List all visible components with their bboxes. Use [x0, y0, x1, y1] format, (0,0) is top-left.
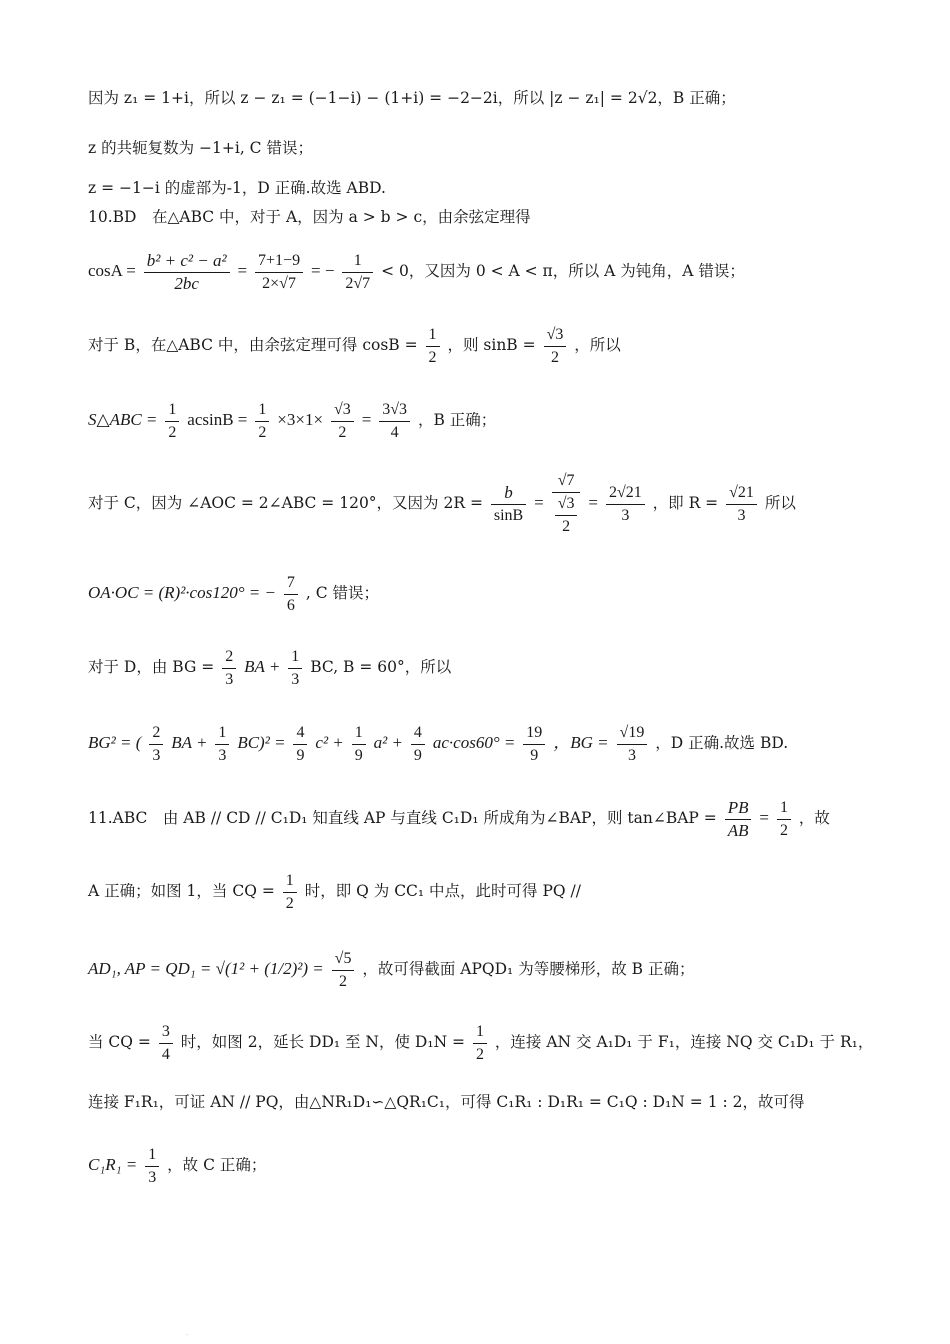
- fraction: $\frac{√3}{2}$: [331, 399, 354, 444]
- fraction: $\frac{1}{3}$: [145, 1144, 159, 1189]
- fraction: $\frac{4}{9}$: [293, 722, 307, 767]
- q9-line-1: 因为 z₁ = 1+i，所以 z − z₁ = (−1−i) − (1+i) = −2−2i，所以 |z − z₁| = 2√2，B 正确；: [88, 89, 736, 107]
- q9-line-3: z = −1−i 的虚部为-1，D 正确.故选 ABD.: [88, 179, 386, 197]
- q11-heading: 11.ABC 由 AB // CD // C₁D₁ 知直线 AP 与直线 C₁D₁ 所成角为∠BAP，则 tan∠BAP = $\frac{PB}{AB}$ = $\frac{1}{2}$ ，故: [88, 797, 830, 840]
- q10-option-b: 对于 B，在△ABC 中，由余弦定理可得 cosB = $\frac{1}{2}$ ，则 sinB = $\frac{√3}{2}$ ，所以: [88, 320, 621, 370]
- fraction: $\frac{1}{2}$: [473, 1021, 487, 1066]
- fraction: $\frac{2}{3}$: [222, 646, 236, 691]
- fraction: $\frac{3√3}{4}$: [379, 399, 410, 444]
- fraction: $\frac{3}{4}$: [159, 1021, 173, 1066]
- fraction: $\frac{b}{\sin B}$: [491, 482, 526, 527]
- fraction: $\frac{1}{2}$: [165, 399, 179, 444]
- fraction: $\frac{1}{2√7}$: [342, 250, 373, 295]
- fraction: $\frac{2√21}{3}$: [606, 482, 645, 527]
- q9-line-2: z 的共轭复数为 −1+i, C 错误；: [88, 139, 313, 157]
- q10-dot-product: OA·OC = (R)²·cos120° = − $\frac{7}{6}$ , C 错误；: [88, 568, 379, 618]
- fraction: $\frac{1}{2}$: [283, 870, 297, 915]
- fraction: $\frac{1}{2}$: [426, 324, 440, 369]
- q10-heading: 10.BD 在△ABC 中，对于 A，因为 a > b > c，由余弦定理得: [88, 208, 531, 226]
- fraction: $\frac{2}{3}$: [149, 722, 163, 767]
- fraction: $\frac{4}{9}$: [411, 722, 425, 767]
- q11-option-a: A 正确；如图 1，当 CQ = $\frac{1}{2}$ 时，即 Q 为 CC₁ 中点，此时可得 PQ //: [88, 866, 581, 916]
- q10-option-d: 对于 D，由 BG = $\frac{2}{3}$ BA + $\frac{1}{3}$ BC, B = 60°，所以: [88, 642, 451, 692]
- fraction: $\frac{1}{2}$: [777, 797, 791, 842]
- q10-area-formula: S△ABC = $\frac{1}{2}$ acsinB = $\frac{1}{2}$ ×3×1× $\frac{√3}{2}$ = $\frac{3√3}{4}$ ，B 正确；: [88, 395, 496, 445]
- q11-connect-line: 连接 F₁R₁，可证 AN // PQ，由△NR₁D₁∽△QR₁C₁，可得 C₁R₁ : D₁R₁ = C₁Q : D₁N = 1 : 2，故可得: [88, 1093, 805, 1111]
- q11-option-b: AD₁, AP = QD₁ = √(1² + (1/2)²) = $\frac{√5}{2}$ ，故可得截面 APQD₁ 为等腰梯形，故 B 正确；: [88, 944, 694, 994]
- fraction: $\frac{19}{9}$: [523, 722, 545, 767]
- fraction: $\frac{7+1-9}{2\times√7}$: [255, 250, 303, 295]
- fraction: $\frac{√19}{3}$: [617, 722, 648, 767]
- cosA-lhs: cosA =: [88, 261, 136, 280]
- fraction: $\frac{√7}{\frac{√3}{2}}$: [552, 470, 581, 538]
- cosA-tail: < 0，又因为 0 < A < π，所以 A 为钝角，A 错误；: [381, 262, 745, 280]
- fraction: $\frac{√5}{2}$: [332, 948, 355, 993]
- fraction: $\frac{PB}{AB}$: [725, 797, 752, 842]
- q11-cq-line: 当 CQ = $\frac{3}{4}$ 时，如图 2，延长 DD₁ 至 N，使 D₁N = $\frac{1}{2}$ ，连接 AN 交 A₁D₁ 于 F₁，连接 NQ 交 C₁D₁ 于 R₁，: [88, 1017, 873, 1067]
- fraction: $\frac{\text{b² + c² − a²}}{2bc}$: [144, 250, 230, 295]
- q10-option-c: 对于 C，因为 ∠AOC = 2∠ABC = 120°，又因为 2R = $\frac{b}{\sin B}$ = $\frac{√7}{\frac{√3}{2}}$ = $\frac{2√21}{3}$ ，即 R = $\frac{√21}{3}$ 所以: [88, 470, 796, 538]
- fraction: $\frac{1}{3}$: [288, 646, 302, 691]
- fraction: $\frac{1}{3}$: [215, 722, 229, 767]
- fraction: $\frac{1}{9}$: [352, 722, 366, 767]
- footer-mark: .: [186, 1330, 188, 1337]
- fraction: $\frac{√3}{2}$: [544, 324, 567, 369]
- fraction: $\frac{1}{2}$: [255, 399, 269, 444]
- fraction: $\frac{√21}{3}$: [726, 482, 757, 527]
- q10-cosA-formula: cosA = $\frac{\text{b² + c² − a²}}{2bc}$ = $\frac{7+1-9}{2\times√7}$ = − $\frac{1}{2√7}$ < 0，又因为 0 < A < π，所以 A 为钝角，A 错误；: [88, 250, 745, 293]
- q10-bg-formula: BG² = ( $\frac{2}{3}$ BA + $\frac{1}{3}$ BC)² = $\frac{4}{9}$ c² + $\frac{1}{9}$ a² + $\frac{4}{9}$ ac·cos60° = $\frac{19}{9}$ ，BG = $\frac{√19}{3}$ ，D 正确.故选 BD.: [88, 718, 788, 768]
- fraction: $\frac{7}{6}$: [284, 572, 298, 617]
- q11-option-c: C₁R₁ = $\frac{1}{3}$ ，故 C 正确；: [88, 1140, 266, 1190]
